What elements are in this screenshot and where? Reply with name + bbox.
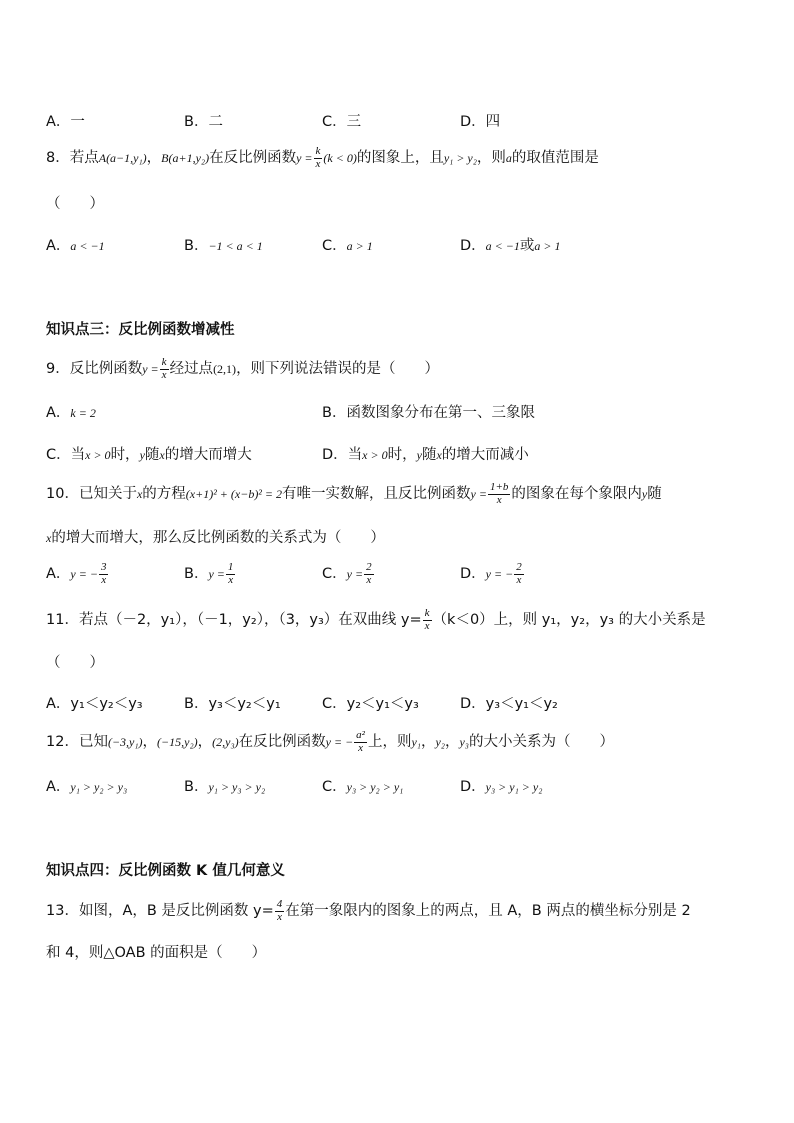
q8-option-c: C．a > 1 — [322, 238, 373, 254]
q8-fraction: $\frac{k}{x}$ — [315, 145, 321, 170]
q13-stem: 13．如图，A，B 是反比例函数 y= $\frac{4}{x}$ 在第一象限内的图象上的两点，且 A，B 两点的横坐标分别是 2 — [46, 898, 691, 923]
q8-option-a: A．a < −1 — [46, 238, 105, 254]
q9-fraction: $\frac{k}{x}$ — [161, 356, 167, 381]
q13-stem-line2: 和 4，则△OAB 的面积是（ ） — [46, 945, 267, 961]
q10-option-c: C．y = $\frac{2}{x}$ — [322, 561, 372, 586]
section-heading-3: 知识点三：反比例函数增减性 — [46, 322, 235, 338]
q7-option-a: A．一 — [46, 114, 85, 130]
q11-option-a: A．y₁＜y₂＜y₃ — [46, 696, 143, 712]
q12-option-d: D．y₃ > y₁ > y₂ — [460, 779, 543, 795]
q12-option-b: B．y₁ > y₃ > y₂ — [184, 779, 266, 795]
q8-option-d: D．a < −1或a > 1 — [460, 238, 561, 254]
q8-answer-paren: （ ） — [46, 196, 104, 212]
q11-fraction: $\frac{k}{x}$ — [424, 607, 430, 632]
q10-stem-line2: x的增大而增大，那么反比例函数的关系式为（ ） — [46, 530, 385, 546]
section-heading-4: 知识点四：反比例函数 K 值几何意义 — [46, 863, 285, 879]
q9-option-a: A．k = 2 — [46, 405, 96, 421]
q10-fraction: $\frac{1+b}{x}$ — [489, 481, 509, 506]
q11-option-b: B．y₃＜y₂＜y₁ — [184, 696, 281, 712]
q9-option-c: C．当x > 0时，y随x的增大而增大 — [46, 447, 252, 463]
q12-fraction: $\frac{\text{a²}}{x}$ — [356, 729, 365, 754]
q10-option-d: D．y = − $\frac{2}{x}$ — [460, 561, 522, 586]
q7-option-d: D．四 — [460, 114, 501, 130]
q11-stem: 11．若点（－2，y₁），（－1，y₂），（3，y₃）在双曲线 y= $\frac{k}{x}$ （k＜0）上，则 y₁，y₂，y₃ 的大小关系是 — [46, 607, 706, 632]
q9-option-b: B．函数图象分布在第一、三象限 — [322, 405, 535, 421]
q8-stem: 8．若点A(a−1,y₁)，B(a+1,y₂)在反比例函数y = $\frac{k}{x}$ (k < 0)的图象上，且y₁ > y₂，则a的取值范围是 — [46, 145, 599, 170]
q9-option-d: D．当x > 0时，y随x的增大而减小 — [322, 447, 529, 463]
q13-fraction: $\frac{4}{x}$ — [276, 898, 283, 923]
q11-answer-paren: （ ） — [46, 655, 104, 671]
q9-stem: 9．反比例函数y = $\frac{k}{x}$ 经过点(2,1)，则下列说法错误的是（ ） — [46, 356, 440, 381]
q7-option-b: B．二 — [184, 114, 223, 130]
q12-option-c: C．y₃ > y₂ > y₁ — [322, 779, 404, 795]
q12-option-a: A．y₁ > y₂ > y₃ — [46, 779, 128, 795]
q11-option-d: D．y₃＜y₁＜y₂ — [460, 696, 558, 712]
q10-option-b: B．y = $\frac{1}{x}$ — [184, 561, 234, 586]
q10-option-a: A．y = − $\frac{3}{x}$ — [46, 561, 107, 586]
q11-option-c: C．y₂＜y₁＜y₃ — [322, 696, 419, 712]
q8-option-b: B．−1 < a < 1 — [184, 238, 263, 254]
q10-stem: 10．已知关于x的方程(x+1)² + (x−b)² = 2有唯一实数解，且反比例函数y = $\frac{1+b}{x}$ 的图象在每个象限内y随 — [46, 481, 662, 506]
q7-option-c: C．三 — [322, 114, 362, 130]
q12-stem: 12．已知(−3,y₁)，(−15,y₂)，(2,y₃)在反比例函数y = − $\frac{\text{a²}}{x}$ 上，则y₁，y₂，y₃的大小关系为（ ） — [46, 729, 614, 754]
